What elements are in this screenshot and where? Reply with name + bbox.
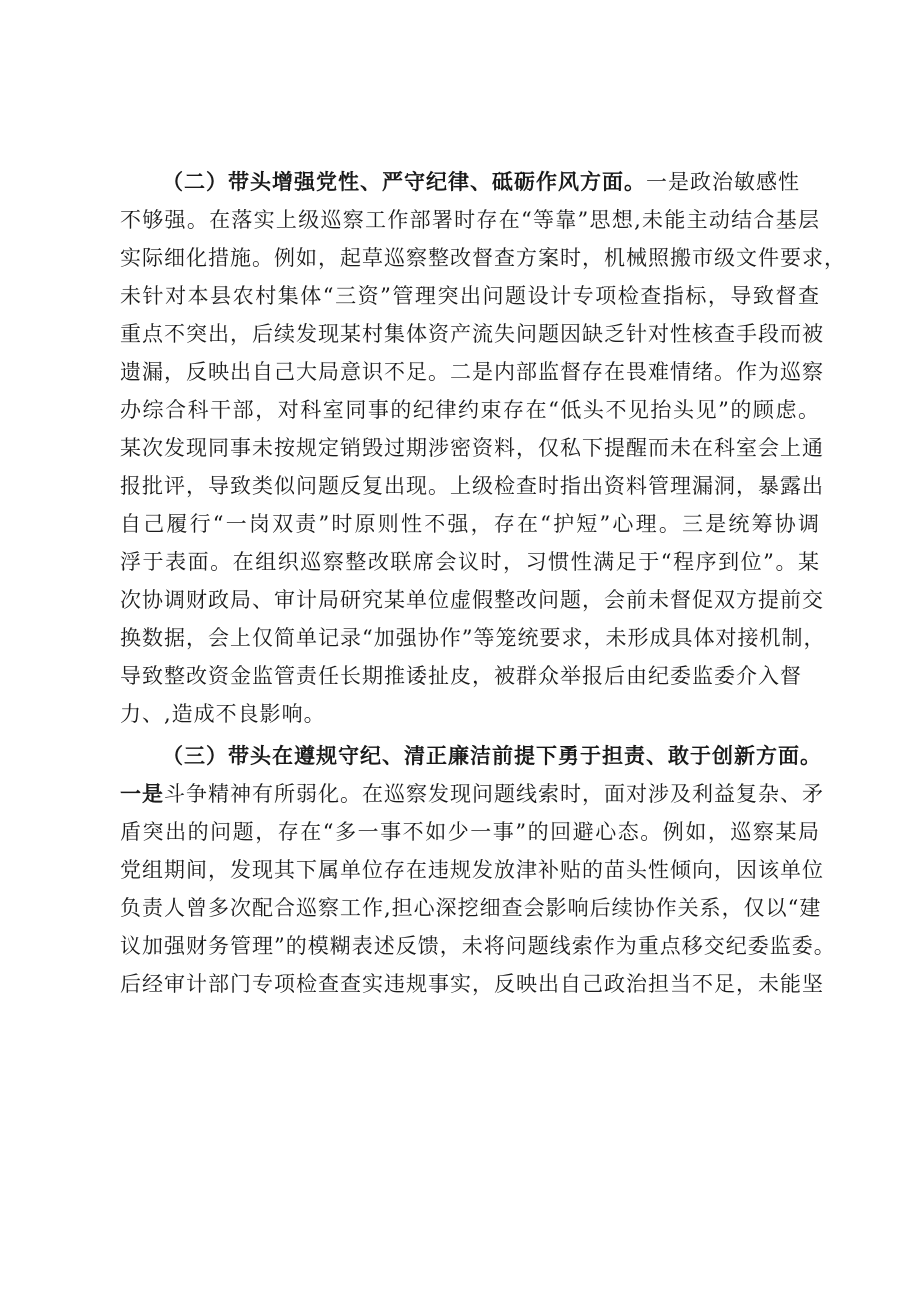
paragraph-text: 斗争精神有所弱化。在巡察发现问题线索时，面对涉及利益复杂、矛: [164, 782, 824, 806]
paragraph-line: 办综合科干部，对科室同事的纪律约束存在“低头不见抬头见”的顾虑。: [120, 398, 820, 422]
first-point-label: 一是: [120, 781, 164, 806]
paragraph-line: 不够强。在落实上级巡察工作部署时存在“等靠”思想,未能主动结合基层: [120, 208, 820, 232]
section-heading: （二）带头增强党性、严守纪律、砥砺作风方面。: [162, 169, 646, 194]
paragraph-line: 未针对本县农村集体“三资”管理突出问题设计专项检查指标，导致督查: [120, 284, 820, 308]
paragraph-line: 遗漏，反映出自己大局意识不足。二是内部监督存在畏难情绪。作为巡察: [120, 360, 824, 384]
section-heading: （三）带头在遵规守纪、清正廉洁前提下勇于担责、敢于创新方面。: [162, 743, 822, 768]
paragraph-line: 后经审计部门专项检查查实违规事实，反映出自己政治担当不足，未能坚: [120, 972, 824, 996]
paragraph-line: 导致整改资金监管责任长期推诿扯皮，被群众举报后由纪委监委介入督: [120, 664, 802, 688]
paragraph-line: 次协调财政局、审计局研究某单位虚假整改问题，会前未督促双方提前交: [120, 588, 824, 612]
paragraph-line: [120, 775, 824, 813]
paragraph-line: 换数据，会上仅简单记录“加强协作”等笼统要求，未形成具体对接机制，: [120, 626, 826, 650]
paragraph-line: 报批评，导致类似问题反复出现。上级检查时指出资料管理漏洞，暴露出: [120, 474, 824, 498]
paragraph-line: 负责人曾多次配合巡察工作,担心深挖细查会影响后续协作关系，仅以“建: [120, 896, 822, 920]
paragraph-line: 党组期间，发现其下属单位存在违规发放津补贴的苗头性倾向，因该单位: [120, 858, 824, 882]
paragraph-line: [162, 163, 822, 201]
paragraph-text: 一是政治敏感性: [646, 170, 800, 194]
paragraph-line: 力、,造成不良影响。: [120, 702, 326, 726]
paragraph-line: 自己履行“一岗双责”时原则性不强，存在“护短”心理。三是统筹协调: [120, 512, 820, 536]
paragraph-line: 盾突出的问题，存在“多一事不如少一事”的回避心态。例如，巡察某局: [120, 820, 820, 844]
paragraph-line: 重点不突出，后续发现某村集体资产流失问题因缺乏针对性核查手段而被: [120, 322, 824, 346]
paragraph-line: 浮于表面。在组织巡察整改联席会议时，习惯性满足于“程序到位”。某: [120, 550, 820, 574]
paragraph-line: 某次发现同事未按规定销毁过期涉密资料，仅私下提醒而未在科室会上通: [120, 436, 824, 460]
paragraph-line: 实际细化措施。例如，起草巡察整改督查方案时，机械照搬市级文件要求，: [120, 246, 846, 270]
paragraph-line: 议加强财务管理”的模糊表述反馈，未将问题线索作为重点移交纪委监委。: [120, 934, 836, 958]
